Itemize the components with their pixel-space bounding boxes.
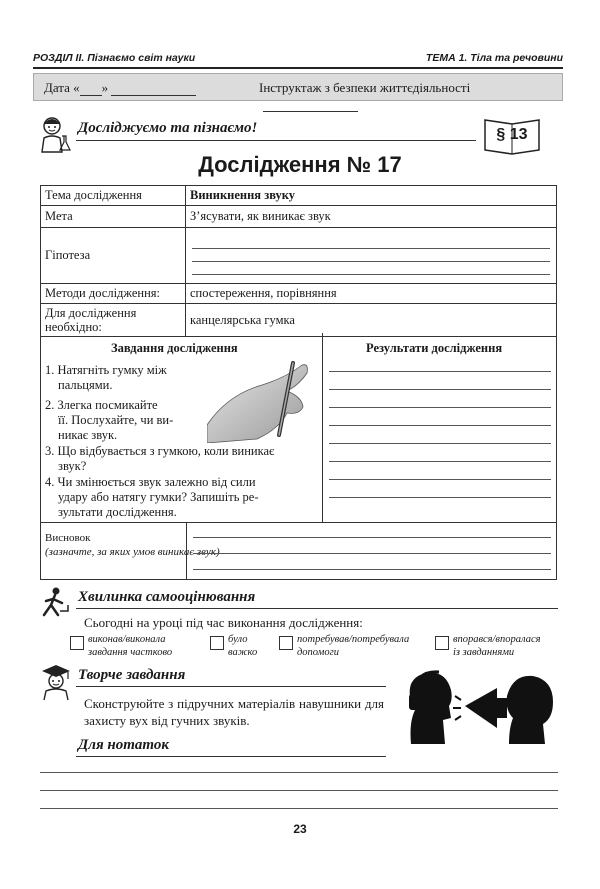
explore-heading: Досліджуємо та пізнаємо! [78,120,258,136]
date-sep: » [101,80,109,95]
writing-line [192,236,550,249]
running-header [33,52,563,66]
table-row [41,206,557,228]
checkbox-partially-done[interactable] [70,636,84,650]
results-line[interactable] [329,371,551,372]
header-rule [33,67,563,69]
walking-person-icon [38,587,72,617]
row-label: Мета [41,206,186,228]
conclusion-line[interactable] [193,569,551,570]
row-value: спостереження, порівняння [186,284,557,304]
checkbox-needed-help[interactable] [279,636,293,650]
self-assessment-rule [76,608,558,609]
results-heading: Результати дослідження [366,341,503,355]
person-with-megaphone-icon [405,666,557,744]
page-title: Дослідження № 17 [198,152,402,177]
topic-title: ТЕМА 1. Тіла та речовини [425,52,563,64]
table-row [41,186,557,206]
paragraph-badge [482,116,542,156]
safety-label: Інструктаж з безпеки життєдіяльності [259,80,471,95]
notes-rule [76,756,386,757]
results-line[interactable] [329,461,551,462]
note-line[interactable] [40,808,558,809]
table-row [41,228,557,284]
creative-task-text: Сконструюйте з підручних матеріалів навушники для захисту вух від гучних звуків. [84,696,384,728]
notes-heading: Для нотаток [78,737,169,753]
hypothesis-field[interactable] [186,228,557,284]
column-divider [322,333,323,523]
row-label: Для дослідження необхідно: [41,304,186,337]
option-label: було важко [228,634,258,658]
task-item-1: 1. Натягніть гумку між пальцями. [45,363,167,392]
hand-stretching-rubber-band-icon [207,355,317,443]
task-item-4: 4. Чи змінюється звук залежно від сили удару або натягу гумки? Запишіть ре- зультати дослідження. [45,475,259,519]
section-title: РОЗДІЛ ІІ. Пізнаємо світ науки [33,52,196,64]
date-label: Дата « [44,80,80,95]
tasks-results-box [40,333,557,523]
option-label: впорався/впоралася із завданнями [453,634,541,658]
creative-rule [76,686,386,687]
conclusion-box [40,523,557,580]
results-line[interactable] [329,443,551,444]
task-item-3: 3. Що відбувається з гумкою, коли виникає звук? [45,444,275,473]
results-line[interactable] [329,479,551,480]
results-line[interactable] [329,425,551,426]
self-assessment-heading: Хвилинка самооцінювання [78,589,256,605]
page-number: 23 [293,822,307,836]
row-value: З’ясувати, як виникає звук [186,206,557,228]
checkbox-was-hard[interactable] [210,636,224,650]
results-line[interactable] [329,497,551,498]
table-row [41,304,557,337]
conclusion-line[interactable] [193,553,551,554]
row-label: Гіпотеза [41,228,186,284]
conclusion-label: Висновок (зазначте, за яких умов виникає звук) [45,532,220,558]
child-graduate-icon [38,663,74,701]
option-label: виконав/виконала завдання частково [88,634,173,658]
research-table [40,185,557,337]
row-label: Методи дослідження: [41,284,186,304]
date-bar [33,73,563,101]
results-line[interactable] [329,407,551,408]
results-line[interactable] [329,389,551,390]
date-field[interactable] [44,80,196,96]
child-scientist-icon [38,114,72,154]
explore-rule [76,140,476,141]
paragraph-label: § 13 [496,126,528,143]
table-row [41,284,557,304]
note-line[interactable] [40,790,558,791]
writing-line [192,262,550,275]
row-label: Тема дослідження [41,186,186,206]
conclusion-line[interactable] [193,537,551,538]
writing-line [192,249,550,262]
safety-field[interactable] [259,80,562,112]
conclusion-hint: (зазначте, за яких умов виникає звук) [45,546,220,558]
row-value: Виникнення звуку [186,186,557,206]
tasks-heading: Завдання дослідження [111,341,238,355]
note-line[interactable] [40,772,558,773]
option-label: потребував/потребувала допомоги [297,634,410,658]
checkbox-coped[interactable] [435,636,449,650]
row-value: канцелярська гумка [186,304,557,337]
conclusion-divider [186,523,187,580]
self-assessment-prompt: Сьогодні на уроці під час виконання дослідження: [84,615,363,630]
creative-heading: Творче завдання [78,667,186,683]
task-item-2: 2. Злегка посмикайте її. Послухайте, чи ви- никає звук. [45,398,174,442]
